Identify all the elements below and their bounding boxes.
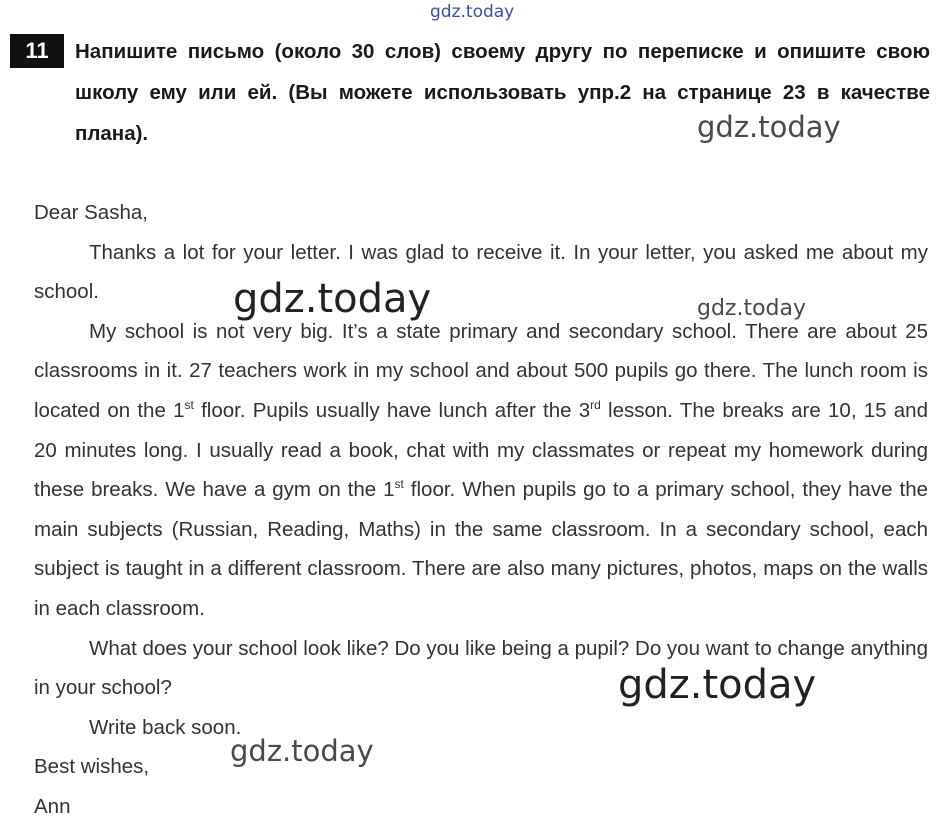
- p2-part-c: lesson. The breaks are 10, 15 and 20 minutes long. I usually read a book, chat with my classmates or repeat my homework during these breaks. We have a gym on the 1: [34, 398, 928, 502]
- letter-greeting: Dear Sasha,: [34, 201, 148, 224]
- p2-sup-2: rd: [590, 398, 601, 413]
- letter-paragraph-2: [34, 312, 928, 629]
- letter-body: [34, 193, 928, 827]
- watermark-3: gdz.today: [697, 296, 807, 321]
- watermark-1: gdz.today: [697, 110, 841, 144]
- watermark-top: gdz.today: [430, 2, 515, 22]
- task-instruction: Напишите письмо (около 30 слов) своему другу по переписке и опишите свою школу ему или ей. (Вы можете использовать упр.2 на странице 23 в качестве плана).: [75, 40, 930, 145]
- letter-closing: Best wishes,: [34, 755, 150, 779]
- watermark-4: gdz.today: [618, 662, 817, 708]
- letter-paragraph-1: Thanks a lot for your letter. I was glad to receive it. In your letter, you asked me about my school.: [34, 240, 928, 304]
- p2-part-b: floor. Pupils usually have lunch after the 3: [193, 398, 591, 422]
- p2-sup-1: st: [184, 398, 194, 413]
- watermark-5: gdz.today: [230, 734, 374, 768]
- letter-paragraph-4: Write back soon.: [89, 715, 242, 739]
- p2-part-a: My school is not very big. It’s a state primary and secondary school. There are about 25 classrooms in it. 27 teachers work in my school and about 500 pupils go there. The lunch room is located on the 1: [34, 319, 928, 422]
- letter-paragraph-3: What does your school look like? Do you like being a pupil? Do you want to change anything in your school?: [34, 636, 928, 700]
- letter-signature: Ann: [34, 794, 71, 818]
- p2-part-d: floor. When pupils go to a primary school, they have the main subjects (Russian, Reading, Maths) in the same classroom. In a secondary school, each subject is taught in a different classroom. There are also many pictures, photos, maps on the walls in each classroom.: [34, 478, 929, 620]
- watermark-2: gdz.today: [233, 276, 432, 322]
- p2-sup-3: st: [394, 477, 404, 492]
- task-number-badge: 11: [10, 34, 64, 68]
